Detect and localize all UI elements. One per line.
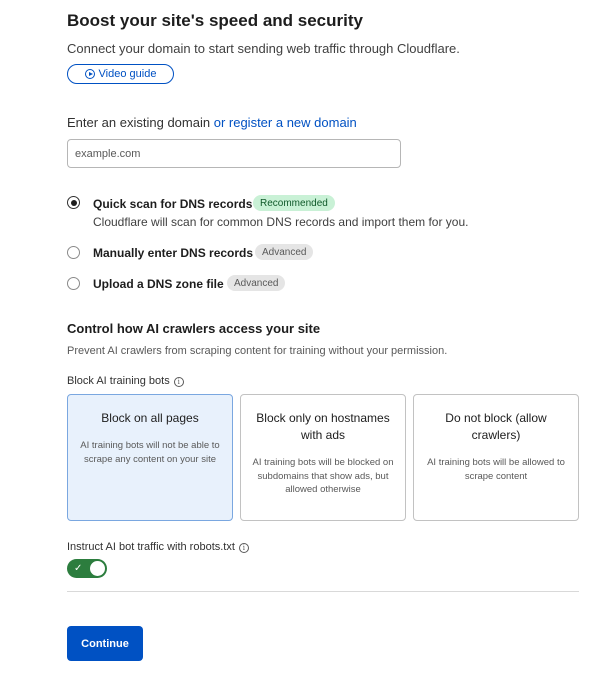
continue-button[interactable]: Continue — [67, 626, 143, 661]
robots-txt-label — [67, 541, 249, 553]
toggle-knob — [90, 561, 105, 576]
domain-input[interactable] — [67, 139, 401, 168]
video-guide-button[interactable] — [67, 64, 174, 84]
ai-crawlers-description: Prevent AI crawlers from scraping content for training without your permission. — [67, 345, 448, 357]
page-title: Boost your site's speed and security — [67, 11, 363, 30]
card-title: Do not block (allow crawlers) — [445, 411, 547, 442]
block-ai-bots-label-text: Block AI training bots — [67, 375, 170, 387]
card-description: AI training bots will be allowed to scrape content — [427, 457, 565, 482]
card-description: AI training bots will be blocked on subdomains that show ads, but allowed otherwise — [252, 457, 394, 495]
option-quick-scan-label: Quick scan for DNS records — [93, 197, 253, 211]
card-title: Block on all pages — [101, 411, 199, 425]
option-upload-zone-label: Upload a DNS zone file — [93, 277, 224, 291]
video-guide-label: Video guide — [98, 68, 157, 80]
option-manual-dns-label: Manually enter DNS records — [93, 246, 254, 260]
info-icon[interactable]: i — [239, 543, 249, 553]
recommended-badge: Recommended — [253, 195, 335, 211]
option-card-do-not-block[interactable] — [413, 394, 579, 521]
radio-upload-zone-file[interactable] — [67, 277, 80, 290]
option-quick-scan-description: Cloudflare will scan for common DNS records and import them for you. — [93, 215, 469, 229]
card-description: AI training bots will not be able to scrape any content on your site — [80, 440, 220, 465]
robots-txt-toggle[interactable] — [67, 559, 107, 578]
divider — [67, 591, 579, 592]
check-icon: ✓ — [74, 563, 83, 574]
radio-quick-scan[interactable] — [67, 196, 80, 209]
domain-label-text: Enter an existing domain — [67, 115, 211, 130]
page-subtitle: Connect your domain to start sending web traffic through Cloudflare. — [67, 41, 460, 56]
option-card-block-ads-hostnames[interactable] — [240, 394, 406, 521]
register-domain-link[interactable]: or register a new domain — [213, 115, 357, 130]
info-icon[interactable]: i — [174, 377, 184, 387]
robots-txt-label-text: Instruct AI bot traffic with robots.txt — [67, 541, 235, 553]
domain-label — [67, 115, 357, 130]
play-circle-icon — [85, 69, 95, 79]
ai-crawlers-title: Control how AI crawlers access your site — [67, 321, 321, 336]
block-ai-bots-label — [67, 375, 184, 387]
card-title: Block only on hostnames with ads — [256, 411, 390, 442]
radio-manual-dns[interactable] — [67, 246, 80, 259]
advanced-badge: Advanced — [227, 275, 285, 291]
option-card-block-all[interactable] — [67, 394, 233, 521]
advanced-badge: Advanced — [255, 244, 313, 260]
